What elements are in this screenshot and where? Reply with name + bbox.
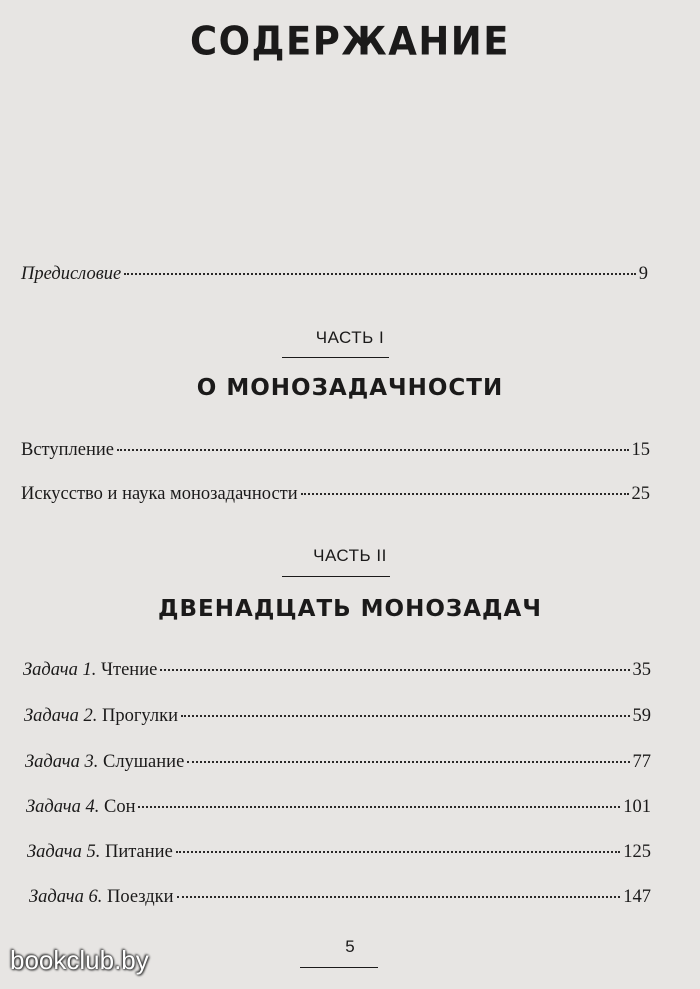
dot-leader xyxy=(124,269,636,275)
toc-entry-label: Задача 1. Чтение xyxy=(23,660,158,680)
toc-entry xyxy=(24,704,651,728)
dot-leader xyxy=(176,847,620,853)
toc-entry-page: 101 xyxy=(623,797,651,817)
page-number: 5 xyxy=(345,937,355,956)
dot-leader xyxy=(160,665,629,671)
toc-entry-label: Задача 6. Поездки xyxy=(29,887,174,907)
toc-entry-label: Предисловие xyxy=(21,264,122,284)
dot-leader xyxy=(301,489,629,495)
dot-leader xyxy=(187,757,629,763)
part-1-title: О МОНОЗАДАЧНОСТИ xyxy=(196,375,504,401)
toc-entry xyxy=(27,840,651,864)
toc-entry xyxy=(21,482,650,506)
toc-entry-preface xyxy=(21,262,648,286)
toc-entry-page: 15 xyxy=(631,440,650,460)
part-1-rule xyxy=(282,357,389,358)
part-2-label: ЧАСТЬ II xyxy=(313,546,387,565)
toc-entry xyxy=(21,438,650,462)
toc-entry-label: Задача 4. Сон xyxy=(26,797,136,817)
toc-entry xyxy=(23,658,651,682)
toc-entry xyxy=(25,750,651,774)
dot-leader xyxy=(181,711,630,717)
toc-entry-page: 125 xyxy=(623,842,651,862)
toc-entry-label: Задача 5. Питание xyxy=(27,842,173,862)
page-title: СОДЕРЖАНИЕ xyxy=(189,18,511,65)
part-2-rule xyxy=(282,576,390,577)
dot-leader xyxy=(177,892,621,898)
toc-entry-label: Искусство и наука монозадачности xyxy=(21,484,298,504)
toc-entry-page: 35 xyxy=(632,660,651,680)
toc-entry-label: Задача 2. Прогулки xyxy=(24,706,178,726)
toc-entry xyxy=(29,885,651,909)
part-1-label: ЧАСТЬ I xyxy=(315,328,385,347)
toc-entry-page: 25 xyxy=(631,484,650,504)
part-2-title: ДВЕНАДЦАТЬ МОНОЗАДАЧ xyxy=(158,596,542,622)
dot-leader xyxy=(117,445,629,451)
toc-entry-page: 77 xyxy=(632,752,651,772)
toc-entry-label: Задача 3. Слушание xyxy=(25,752,185,772)
toc-entry-page: 59 xyxy=(632,706,651,726)
toc-entry-label: Вступление xyxy=(21,440,114,460)
toc-entry xyxy=(26,795,651,819)
page-number-rule xyxy=(300,967,378,968)
toc-entry-page: 147 xyxy=(623,887,651,907)
watermark: bookclub.by xyxy=(10,945,149,975)
toc-entry-page: 9 xyxy=(638,264,648,284)
dot-leader xyxy=(138,802,620,808)
